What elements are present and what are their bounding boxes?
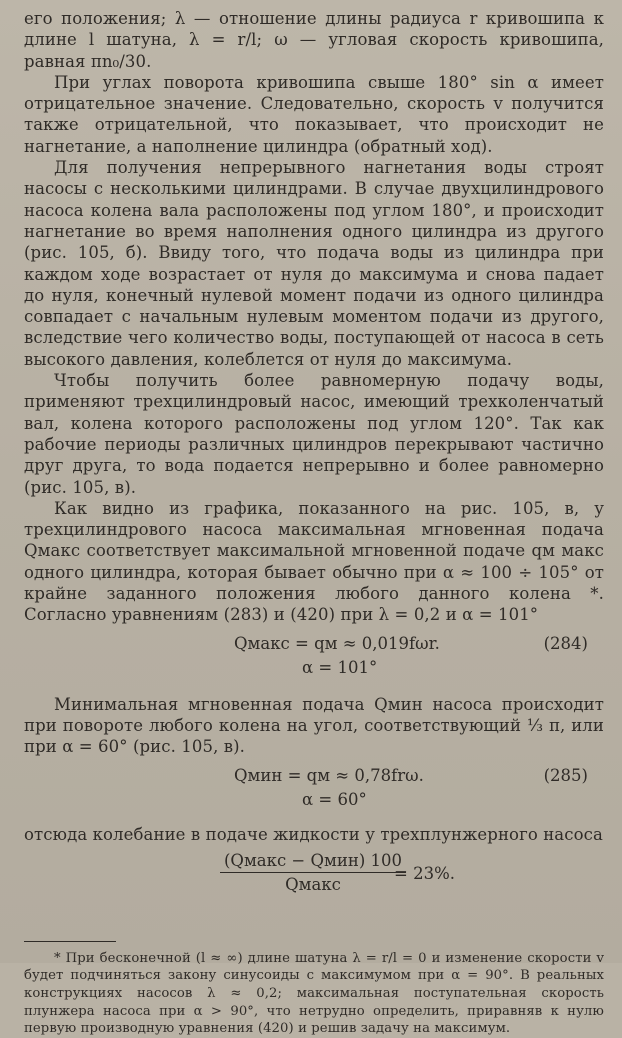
formula-284-alpha bbox=[24, 656, 604, 680]
fluctuation-formula bbox=[24, 845, 604, 907]
fraction-numerator: (Qмакс − Qмин) 100 bbox=[220, 851, 406, 873]
formula-285 bbox=[24, 764, 604, 788]
formula-284 bbox=[24, 632, 604, 656]
footnote-divider bbox=[24, 941, 116, 942]
paragraph-3: Для получения непрерывного нагнетания воды строят насосы с несколькими цилиндрами. В случае двухцилиндрового насоса колена вала расположены под углом 180°, и происходит нагнетание во время наполнения одного цилиндра из другого (рис. 105, б). Ввиду того, что подача воды из цилиндра при каждом ходе возрастает от нуля до максимума и снова падает до нуля, конечный нулевой момент подачи из одного цилиндра совпадает с начальным нулевым моментом подачи из другого, вследствие чего количество воды, поступающей от насоса в сеть высокого давления, колеблется от нуля до максимума. bbox=[24, 158, 604, 369]
formula-284-alpha-expression: α = 101° bbox=[302, 657, 378, 677]
paragraph-1: его положения; λ — отношение длины радиуса r кривошипа к длине l шатуна, λ = r/l; ω — угловая скорость кривошипа, равная πn₀/30. bbox=[24, 9, 604, 71]
paragraph-6: Минимальная мгновенная подача Qмин насоса происходит при повороте любого колена на угол, соответствующий ⅓ π, или при α = 60° (рис. 105, в). bbox=[24, 694, 604, 757]
formula-284-number: (284) bbox=[543, 633, 588, 653]
fraction-denominator: Qмакс bbox=[285, 874, 341, 894]
formula-285-alpha bbox=[24, 788, 604, 812]
paragraph-7: отсюда колебание в подаче жидкости у трехплунжерного насоса bbox=[24, 824, 603, 844]
paragraph-5: Как видно из графика, показанного на рис. 105, в, у трехцилиндрового насоса максимальная мгновенная подача Qмакс соответствует максимальной мгновенной подаче qм макс одного цилиндра, которая бывает обычно при α ≈ 100 ÷ 105° от крайне заданного положения любого данного колена *. Согласно уравнениям (283) и (420) при λ = 0,2 и α = 101° bbox=[24, 498, 604, 625]
fraction bbox=[220, 851, 406, 894]
formula-285-number: (285) bbox=[543, 765, 588, 785]
formula-284-expression: Qмакс = qм ≈ 0,019fωr. bbox=[234, 633, 440, 653]
formula-285-expression: Qмин = qм ≈ 0,78frω. bbox=[234, 765, 424, 785]
footnote-text: * При бесконечной (l ≈ ∞) длине шатуна λ = r/l = 0 и изменение скорости v будет подчиняться закону синусоиды с максимумом при α = 90°. В реальных конструкциях насосов λ ≈ 0,2; максимальная поступательная скорость плунжера насоса при α > 90°, что нетрудно определить, приравняв к нулю первую производную уравнения (420) и решив задачу на максимум. bbox=[24, 950, 604, 1037]
formula-285-alpha-expression: α = 60° bbox=[302, 789, 367, 809]
paragraph-4: Чтобы получить более равномерную подачу воды, применяют трехцилиндровый насос, имеющий трехколенчатый вал, колена которого расположены под углом 120°. Так как рабочие периоды различных цилиндров перекрывают частично друг друга, то вода подается непрерывно и более равномерно (рис. 105, в). bbox=[24, 371, 604, 497]
fraction-result: = 23%. bbox=[394, 863, 455, 883]
paragraph-2: При углах поворота кривошипа свыше 180° sin α имеет отрицательное значение. Следовательно, скорость v получится также отрицательной, что показывает, что происходит не нагнетание, а наполнение цилиндра (обратный ход). bbox=[24, 72, 604, 156]
